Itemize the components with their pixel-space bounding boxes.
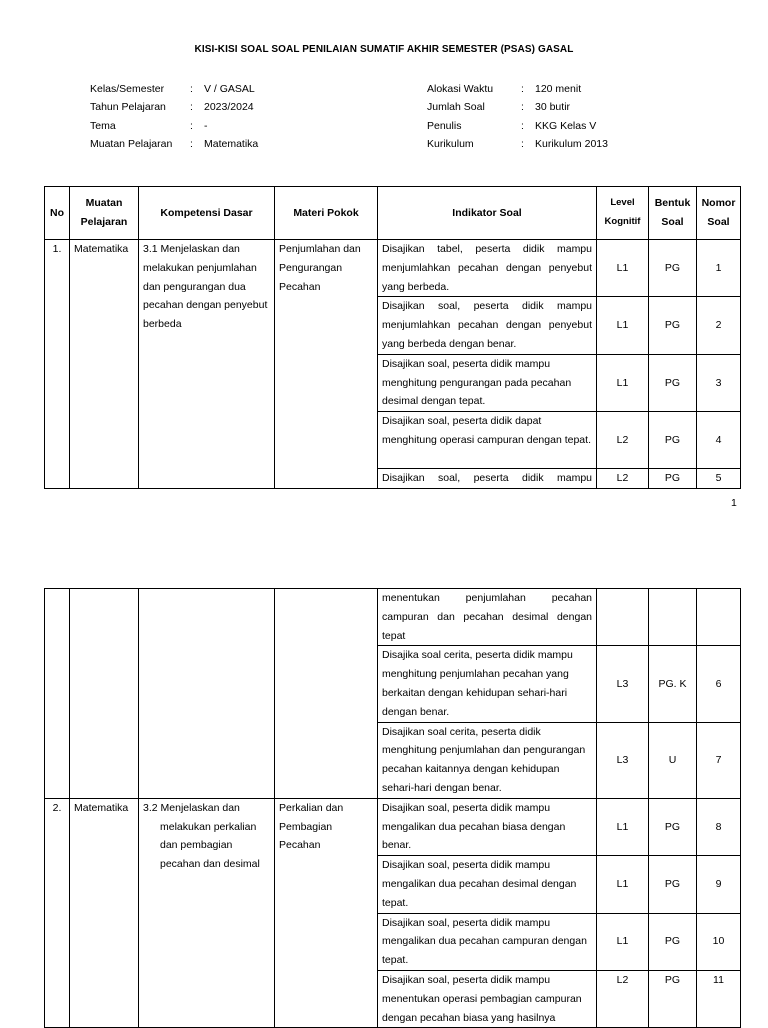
cell-no: 2. <box>45 798 70 1028</box>
cell-indikator: Disajikan tabel, peserta didik mampu menjumlahkan pecahan dengan penyebut yang berbeda. <box>378 240 597 297</box>
header-kd: Kompetensi Dasar <box>139 187 275 240</box>
cell-bentuk: PG <box>649 354 697 411</box>
cell-level: L2 <box>597 469 649 489</box>
meta-sep: : <box>190 119 193 132</box>
cell-bentuk: PG <box>649 297 697 354</box>
meta-label: Kelas/Semester <box>90 83 165 95</box>
header-muatan: Muatan Pelajaran <box>70 187 139 240</box>
cell-level: L3 <box>597 722 649 798</box>
page-number: 1 <box>731 497 737 509</box>
header-bentuk: Bentuk Soal <box>649 187 697 240</box>
cell-kd: 3.1 Menjelaskan dan melakukan penjumlahan dan pengurangan dua pecahan dengan penyebut berbeda <box>139 240 275 489</box>
kisi-kisi-table-page1 <box>44 186 741 489</box>
cell-nomor: 1 <box>697 240 741 297</box>
meta-sep: : <box>190 137 193 150</box>
kisi-kisi-table-page2 <box>44 588 741 1028</box>
meta-value: V / GASAL <box>204 83 255 95</box>
meta-label: Alokasi Waktu <box>427 83 494 95</box>
cell-bentuk: PG <box>649 240 697 297</box>
meta-label: Kurikulum <box>427 137 474 150</box>
meta-label: Muatan Pelajaran <box>90 137 173 150</box>
cell-muatan: Matematika <box>70 240 139 489</box>
cell-indikator: Disajikan soal, peserta didik mampu menjumlahkan pecahan dengan penyebut yang berbeda dengan benar. <box>378 297 597 354</box>
cell-bentuk: PG <box>649 412 697 469</box>
table-row <box>45 798 741 855</box>
header-no: No <box>45 187 70 240</box>
document-title: KISI-KISI SOAL SOAL PENILAIAN SUMATIF AKHIR SEMESTER (PSAS) GASAL <box>194 44 574 55</box>
cell-indikator: Disajika soal cerita, peserta didik mampu menghitung penjumlahan pecahan yang berkaitan dengan kehidupan sehari-hari dengan benar. <box>378 646 597 722</box>
meta-row <box>427 80 608 98</box>
meta-row <box>427 117 608 135</box>
cell-nomor: 3 <box>697 354 741 411</box>
cell-materi <box>275 589 378 799</box>
meta-value: 2023/2024 <box>204 101 254 114</box>
cell-nomor: 6 <box>697 646 741 722</box>
cell-nomor: 5 <box>697 469 741 489</box>
cell-kd <box>139 589 275 799</box>
header-level: Level Kognitif <box>597 187 649 240</box>
cell-indikator: Disajikan soal, peserta didik mampu <box>378 469 597 489</box>
cell-indikator: Disajikan soal, peserta didik mampu mengalikan dua pecahan desimal dengan tepat. <box>378 856 597 913</box>
cell-indikator: Disajikan soal, peserta didik dapat menghitung operasi campuran dengan tepat. <box>378 412 597 469</box>
header-indikator: Indikator Soal <box>378 187 597 240</box>
cell-indikator: Disajikan soal, peserta didik mampu menentukan operasi pembagian campuran dengan pecahan biasa yang hasilnya <box>378 970 597 1027</box>
meta-row <box>90 135 258 153</box>
cell-level: L2 <box>597 412 649 469</box>
cell-level: L1 <box>597 297 649 354</box>
meta-value: 120 menit <box>535 83 582 95</box>
cell-nomor <box>697 589 741 646</box>
cell-bentuk: PG <box>649 970 697 1027</box>
cell-bentuk: PG <box>649 856 697 913</box>
cell-indikator: menentukan penjumlahan pecahan campuran dan pecahan desimal dengan tepat <box>378 589 597 646</box>
meta-value: 30 butir <box>535 101 571 114</box>
cell-nomor: 10 <box>697 913 741 970</box>
cell-indikator: Disajikan soal cerita, peserta didik menghitung penjumlahan dan pengurangan pecahan kaitannya dengan kehidupan sehari-hari dengan benar. <box>378 722 597 798</box>
meta-label: Penulis <box>427 119 462 132</box>
cell-materi: Penjumlahan dan Pengurangan Pecahan <box>275 240 378 489</box>
cell-nomor: 2 <box>697 297 741 354</box>
cell-nomor: 4 <box>697 412 741 469</box>
table-row <box>45 589 741 646</box>
cell-bentuk: U <box>649 722 697 798</box>
cell-bentuk: PG <box>649 469 697 489</box>
cell-no <box>45 589 70 799</box>
cell-indikator: Disajikan soal, peserta didik mampu mengalikan dua pecahan campuran dengan tepat. <box>378 913 597 970</box>
kd-rest: melakukan perkalian dan pembagian pecahan dan desimal <box>160 820 260 871</box>
meta-label: Jumlah Soal <box>427 101 485 114</box>
cell-nomor: 9 <box>697 856 741 913</box>
cell-materi: Perkalian dan Pembagian Pecahan <box>275 798 378 1028</box>
cell-level: L1 <box>597 240 649 297</box>
table-row <box>45 240 741 297</box>
cell-level: L1 <box>597 913 649 970</box>
cell-level <box>597 589 649 646</box>
meta-row <box>90 117 258 135</box>
meta-row <box>90 98 258 116</box>
cell-level: L1 <box>597 798 649 855</box>
cell-kd <box>139 798 275 1028</box>
cell-nomor: 8 <box>697 798 741 855</box>
cell-nomor: 11 <box>697 970 741 1027</box>
meta-sep: : <box>521 83 524 95</box>
cell-level: L2 <box>597 970 649 1027</box>
cell-indikator: Disajikan soal, peserta didik mampu mengalikan dua pecahan biasa dengan benar. <box>378 798 597 855</box>
meta-sep: : <box>521 101 524 114</box>
cell-bentuk: PG <box>649 913 697 970</box>
meta-left <box>90 80 258 153</box>
cell-muatan: Matematika <box>70 798 139 1028</box>
cell-no: 1. <box>45 240 70 489</box>
table-header-row <box>45 187 741 240</box>
cell-muatan <box>70 589 139 799</box>
cell-level: L1 <box>597 856 649 913</box>
meta-label: Tahun Pelajaran <box>90 101 166 114</box>
meta-sep: : <box>190 101 193 114</box>
meta-value: - <box>204 119 208 132</box>
meta-sep: : <box>190 83 193 95</box>
meta-label: Tema <box>90 119 116 132</box>
cell-level: L1 <box>597 354 649 411</box>
cell-level: L3 <box>597 646 649 722</box>
meta-row <box>427 98 608 116</box>
header-materi: Materi Pokok <box>275 187 378 240</box>
cell-bentuk: PG. K <box>649 646 697 722</box>
cell-bentuk: PG <box>649 798 697 855</box>
header-nomor: Nomor Soal <box>697 187 741 240</box>
cell-indikator: Disajikan soal, peserta didik mampu menghitung pengurangan pada pecahan desimal dengan tepat. <box>378 354 597 411</box>
meta-row <box>427 135 608 153</box>
kd-first-line: 3.2 Menjelaskan dan <box>143 801 240 814</box>
meta-value: Kurikulum 2013 <box>535 137 608 150</box>
meta-value: Matematika <box>204 137 259 150</box>
cell-bentuk <box>649 589 697 646</box>
meta-right <box>427 80 608 153</box>
meta-row <box>90 80 258 98</box>
meta-value: KKG Kelas V <box>535 119 597 132</box>
meta-sep: : <box>521 137 524 150</box>
cell-nomor: 7 <box>697 722 741 798</box>
meta-sep: : <box>521 119 524 132</box>
